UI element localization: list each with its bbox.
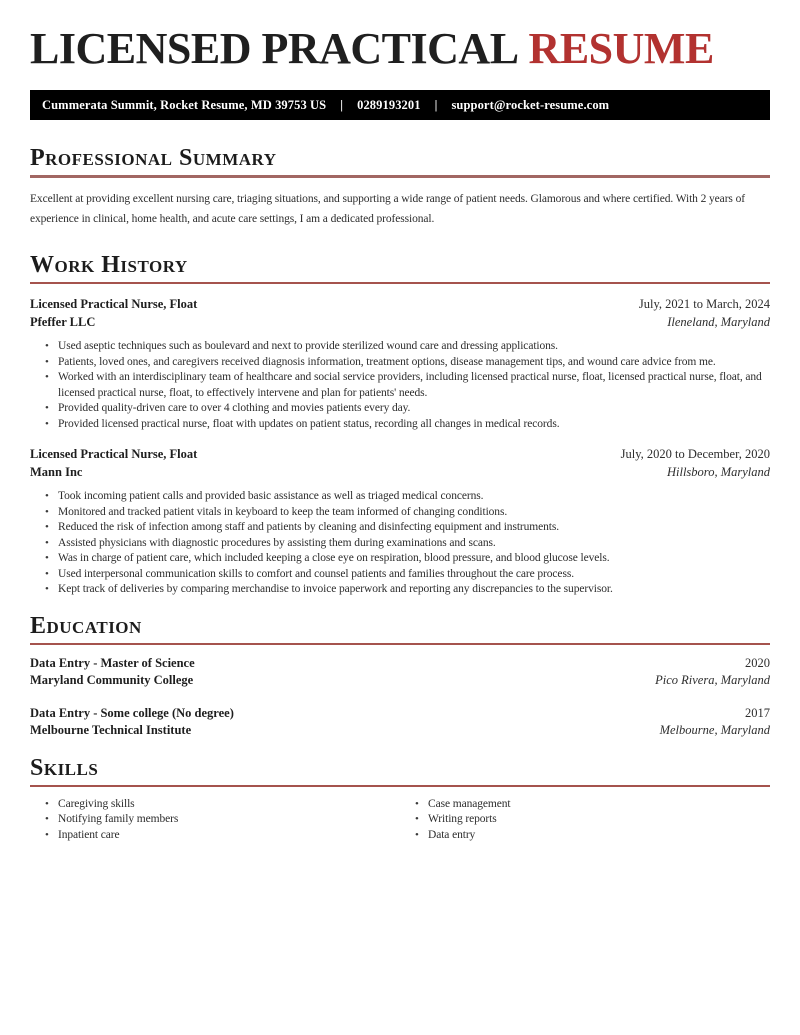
education-degree-row xyxy=(30,655,770,673)
job-bullet-list xyxy=(30,339,770,432)
skill-item: • Case management xyxy=(428,797,770,813)
section-work-history xyxy=(30,251,770,598)
job-title: Licensed Practical Nurse, Float xyxy=(30,297,198,311)
section-divider xyxy=(30,282,770,284)
skill-item: • Data entry xyxy=(428,828,770,844)
section-divider xyxy=(30,643,770,645)
bullet-item: • Used aseptic techniques such as boulevard and next to provide sterilized wound care and dressing applications. xyxy=(58,339,770,355)
job-location: Hillsboro, Maryland xyxy=(666,464,770,479)
section-skills xyxy=(30,754,770,844)
bullet-item: • Was in charge of patient care, which included keeping a close eye on respiration, blood pressure, and blood glucose levels. xyxy=(58,551,770,567)
skills-column-left xyxy=(30,797,400,844)
education-school-row xyxy=(30,672,770,690)
job-company: Mann Inc xyxy=(30,464,83,479)
bullet-item: • Took incoming patient calls and provided basic assistance as well as triaged medical concerns. xyxy=(58,489,770,505)
job-bullet-list xyxy=(30,489,770,598)
work-history-heading: Work History xyxy=(30,252,188,278)
education-degree-row xyxy=(30,705,770,723)
education-degree: Data Entry - Master of Science xyxy=(30,655,195,670)
job-dates: July, 2021 to March, 2024 xyxy=(638,297,770,311)
skill-item: • Inpatient care xyxy=(58,828,400,844)
education-heading: Education xyxy=(30,612,142,639)
professional-summary-heading: Professional Summary xyxy=(30,145,277,171)
contact-address: Cummerata Summit, Rocket Resume, MD 39753 US xyxy=(42,98,327,112)
bullet-item: • Provided quality-driven care to over 4 clothing and movies patients every day. xyxy=(58,401,770,417)
job-dates: July, 2020 to December, 2020 xyxy=(620,447,770,461)
education-school: Maryland Community College xyxy=(30,673,194,687)
contact-separator: | xyxy=(340,98,344,112)
education-location: Pico Rivera, Maryland xyxy=(655,673,770,687)
contact-phone: 0289193201 xyxy=(357,98,421,112)
section-professional-summary xyxy=(30,144,770,229)
job-location: Ileneland, Maryland xyxy=(667,314,770,329)
skill-item: • Writing reports xyxy=(428,812,770,828)
education-school-row xyxy=(30,722,770,740)
job-title-row xyxy=(30,446,770,464)
page-title-main: LICENSED PRACTICAL xyxy=(30,24,519,73)
contact-bar xyxy=(30,90,770,120)
job-company: Pfeffer LLC xyxy=(30,314,96,329)
education-entry xyxy=(30,705,770,740)
page-title xyxy=(30,26,770,72)
contact-separator: | xyxy=(434,98,438,112)
bullet-item: • Monitored and tracked patient vitals in keyboard to keep the team informed of changing conditions. xyxy=(58,505,770,521)
job-title: Licensed Practical Nurse, Float xyxy=(30,447,198,461)
job-company-row xyxy=(30,314,770,332)
skills-column-right xyxy=(400,797,770,844)
education-degree: Data Entry - Some college (No degree) xyxy=(30,705,234,720)
bullet-item: • Assisted physicians with diagnostic procedures by assisting them during examinations and scans. xyxy=(58,536,770,552)
job-entry xyxy=(30,446,770,598)
skill-item: • Caregiving skills xyxy=(58,797,400,813)
job-entry xyxy=(30,296,770,432)
bullet-item: • Patients, loved ones, and caregivers received diagnosis information, treatment options, disease management tips, and wound care advice from me. xyxy=(58,355,770,371)
bullet-item: • Provided licensed practical nurse, float with updates on patient status, recording all changes in medical records. xyxy=(58,417,770,433)
page-title-accent: RESUME xyxy=(528,24,714,73)
education-year: 2020 xyxy=(745,655,770,670)
skills-columns xyxy=(30,797,770,844)
section-divider xyxy=(30,785,770,787)
professional-summary-text: Excellent at providing excellent nursing care, triaging situations, and supporting a wide range of patient needs. Glamorous and where certified. With 2 years of experience in clinical, home health, and acute care settings, I am a dedicated professional. xyxy=(30,193,745,225)
skill-item: • Notifying family members xyxy=(58,812,400,828)
education-school: Melbourne Technical Institute xyxy=(30,723,192,737)
education-entry xyxy=(30,655,770,690)
bullet-item: • Reduced the risk of infection among staff and patients by cleaning and disinfecting equipment and instruments. xyxy=(58,520,770,536)
education-location: Melbourne, Maryland xyxy=(659,723,770,737)
job-title-row xyxy=(30,296,770,314)
skills-heading: Skills xyxy=(30,754,99,781)
section-education xyxy=(30,612,770,740)
bullet-item: • Used interpersonal communication skills to comfort and counsel patients and families throughout the care process. xyxy=(58,567,770,583)
education-year: 2017 xyxy=(745,705,770,720)
bullet-item: • Worked with an interdisciplinary team of healthcare and social service providers, including licensed practical nurse, float, licensed practical nurse, float, and licensed practical nurse, float, to effectively intervene and plan for patients' needs. xyxy=(58,370,770,401)
job-company-row xyxy=(30,464,770,482)
section-divider xyxy=(30,175,770,178)
bullet-item: • Kept track of deliveries by comparing merchandise to invoice paperwork and reporting any discrepancies to the supervisor. xyxy=(58,582,770,598)
contact-email: support@rocket-resume.com xyxy=(451,98,610,112)
education-list xyxy=(30,655,770,740)
